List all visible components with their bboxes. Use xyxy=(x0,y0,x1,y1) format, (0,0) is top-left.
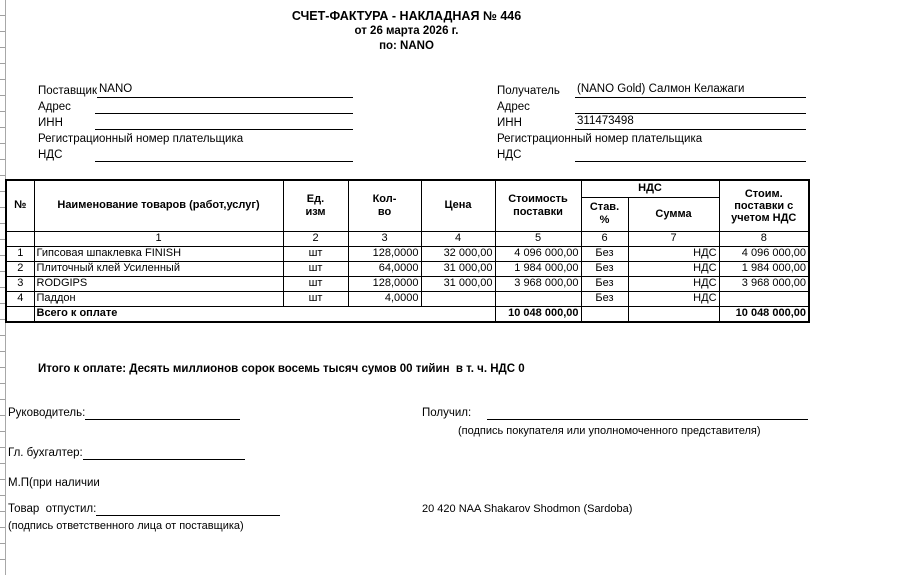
received-caption: (подпись покупателя или уполномоченного представителя) xyxy=(458,425,761,437)
cell-unit: шт xyxy=(283,261,348,276)
cell-no: 4 xyxy=(6,291,34,306)
cell-vat-rate: Без xyxy=(581,261,628,276)
cell-vat-rate: Без xyxy=(581,291,628,306)
table-row xyxy=(6,291,809,306)
received-signature-line xyxy=(487,406,808,420)
cell-price xyxy=(421,291,495,306)
receiver-reg-row xyxy=(497,130,806,146)
table-header-row xyxy=(6,180,809,197)
col-num: 3 xyxy=(348,231,421,246)
supplier-inn-value xyxy=(95,115,353,130)
stamp-label: М.П(при наличии xyxy=(8,477,100,489)
header-qty xyxy=(348,180,421,231)
header-cost: Стоимость поставки xyxy=(495,180,581,231)
receiver-inn-row xyxy=(497,114,806,130)
header-vat-group: НДС xyxy=(581,180,719,197)
col-num: 1 xyxy=(34,231,283,246)
cell-name: Гипсовая шпаклевка FINISH xyxy=(34,246,283,261)
cell-vat-rate: Без xyxy=(581,276,628,291)
col-num xyxy=(6,231,34,246)
director-signature-row xyxy=(8,406,240,420)
cell-unit: шт xyxy=(283,246,348,261)
cell-price: 32 000,00 xyxy=(421,246,495,261)
total-vat-sum xyxy=(628,306,719,322)
released-signature-line xyxy=(96,502,280,516)
supplier-value: NANO xyxy=(97,83,353,98)
header-no: № xyxy=(6,180,34,231)
supplier-inn-label: ИНН xyxy=(38,117,63,129)
receiver-value: (NANO Gold) Салмон Келажаги xyxy=(575,83,806,98)
col-num: 5 xyxy=(495,231,581,246)
total-vat-rate-cell xyxy=(581,306,628,322)
col-num: 2 xyxy=(283,231,348,246)
receiver-address-value xyxy=(575,99,806,114)
receiver-vat-value xyxy=(575,147,806,162)
accountant-signature-line xyxy=(83,446,245,460)
cell-no: 3 xyxy=(6,276,34,291)
items-table xyxy=(5,179,810,323)
table-row xyxy=(6,261,809,276)
released-label: Товар отпустил: xyxy=(8,503,97,515)
supplier-inn-row xyxy=(38,114,353,130)
header-unit-line1: Ед. xyxy=(306,192,325,205)
total-cost: 10 048 000,00 xyxy=(495,306,581,322)
operator-note: 20 420 NAA Shakarov Shodmon (Sardoba) xyxy=(422,503,633,515)
header-price: Цена xyxy=(421,180,495,231)
header-total: Стоим. поставки с учетом НДС xyxy=(719,180,809,231)
supplier-reg-row xyxy=(38,130,353,146)
cell-price: 31 000,00 xyxy=(421,261,495,276)
receiver-address-label: Адрес xyxy=(497,101,530,113)
director-label: Руководитель: xyxy=(8,407,86,419)
receiver-label: Получатель xyxy=(497,85,560,97)
received-signature-row xyxy=(422,406,808,420)
cell-vat-sum: НДС xyxy=(628,291,719,306)
cell-name: Плиточный клей Усиленный xyxy=(34,261,283,276)
cell-qty: 128,0000 xyxy=(348,246,421,261)
supplier-vat-row xyxy=(38,146,353,162)
total-label: Всего к оплате xyxy=(34,306,495,322)
cell-unit: шт xyxy=(283,276,348,291)
receiver-inn-value: 311473498 xyxy=(575,115,806,130)
supplier-address-label: Адрес xyxy=(38,101,71,113)
supplier-row xyxy=(38,82,353,98)
cell-no: 2 xyxy=(6,261,34,276)
cell-vat-sum: НДС xyxy=(628,261,719,276)
released-signature-row xyxy=(8,502,280,516)
header-name: Наименование товаров (работ,услуг) xyxy=(34,180,283,231)
total-no-cell xyxy=(6,306,34,322)
cell-qty: 64,0000 xyxy=(348,261,421,276)
cell-cost: 3 968 000,00 xyxy=(495,276,581,291)
receiver-reg-label: Регистрационный номер плательщика xyxy=(497,133,703,145)
table-row xyxy=(6,246,809,261)
document-title-block xyxy=(5,8,808,54)
supplier-block xyxy=(38,82,353,162)
receiver-inn-label: ИНН xyxy=(497,117,522,129)
cell-price: 31 000,00 xyxy=(421,276,495,291)
col-num: 6 xyxy=(581,231,628,246)
cell-cost: 1 984 000,00 xyxy=(495,261,581,276)
cell-total: 1 984 000,00 xyxy=(719,261,809,276)
header-unit xyxy=(283,180,348,231)
cell-qty: 4,0000 xyxy=(348,291,421,306)
cell-name: RODGIPS xyxy=(34,276,283,291)
receiver-block xyxy=(497,82,806,162)
accountant-signature-row xyxy=(8,446,245,460)
cell-vat-rate: Без xyxy=(581,246,628,261)
accountant-label: Гл. бухгалтер: xyxy=(8,447,83,459)
supplier-label: Поставщик xyxy=(38,85,97,97)
header-unit-line2: изм xyxy=(305,205,326,218)
amount-in-words: Итого к оплате: Десять миллионов сорок восемь тысяч сумов 00 тийин в т. ч. НДС 0 xyxy=(38,363,525,375)
cell-no: 1 xyxy=(6,246,34,261)
header-qty-line2: во xyxy=(377,205,392,218)
received-label: Получил: xyxy=(422,407,472,419)
document-title: СЧЕТ-ФАКТУРА - НАКЛАДНАЯ № 446 xyxy=(291,9,522,23)
column-number-row xyxy=(6,231,809,246)
total-amount: 10 048 000,00 xyxy=(719,306,809,322)
cell-cost: 4 096 000,00 xyxy=(495,246,581,261)
supplier-address-row xyxy=(38,98,353,114)
cell-unit: шт xyxy=(283,291,348,306)
released-caption: (подпись ответственного лица от поставщика) xyxy=(8,520,244,532)
col-num: 7 xyxy=(628,231,719,246)
document-issuer: по: NANO xyxy=(379,40,434,52)
cell-total: 3 968 000,00 xyxy=(719,276,809,291)
supplier-vat-label: НДС xyxy=(38,149,63,161)
header-vat-sum: Сумма xyxy=(628,197,719,231)
cell-cost xyxy=(495,291,581,306)
document-date: от 26 марта 2026 г. xyxy=(354,25,459,37)
col-num: 8 xyxy=(719,231,809,246)
receiver-vat-row xyxy=(497,146,806,162)
cell-vat-sum: НДС xyxy=(628,246,719,261)
table-row xyxy=(6,276,809,291)
col-num: 4 xyxy=(421,231,495,246)
table-total-row xyxy=(6,306,809,322)
header-vat-rate: Став. % xyxy=(581,197,628,231)
receiver-row xyxy=(497,82,806,98)
cell-vat-sum: НДС xyxy=(628,276,719,291)
cell-total xyxy=(719,291,809,306)
receiver-address-row xyxy=(497,98,806,114)
supplier-reg-label: Регистрационный номер плательщика xyxy=(38,133,244,145)
header-qty-line1: Кол- xyxy=(372,192,397,205)
cell-name: Паддон xyxy=(34,291,283,306)
cell-qty: 128,0000 xyxy=(348,276,421,291)
cell-total: 4 096 000,00 xyxy=(719,246,809,261)
director-signature-line xyxy=(85,406,240,420)
receiver-vat-label: НДС xyxy=(497,149,522,161)
supplier-address-value xyxy=(95,99,353,114)
supplier-vat-value xyxy=(95,147,353,162)
